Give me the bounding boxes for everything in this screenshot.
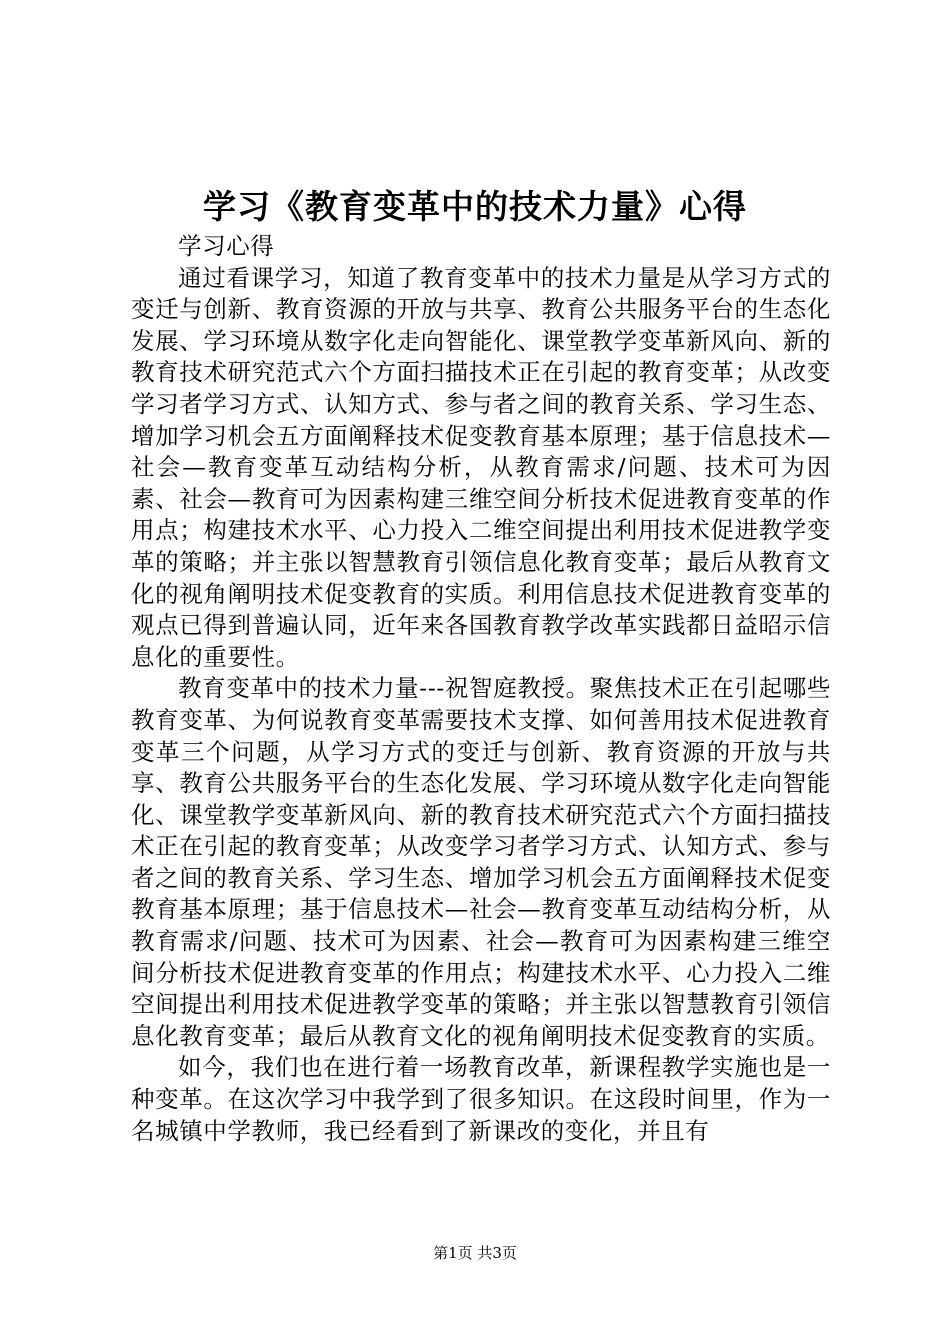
page-footer: 第1页 共3页	[433, 1244, 517, 1262]
subtitle: 学习心得	[178, 232, 275, 260]
document-title: 学习《教育变革中的技术力量》心得	[203, 187, 747, 226]
paragraph-1: 通过看课学习，知道了教育变革中的技术力量是从学习方式的变迁与创新、教育资源的开放与共享、教育公共服务平台的生态化发展、学习环境从数字化走向智能化、课堂教学变革新风向、新的教育技术研究范式六个方面扫描技术正在引起的教育变革；从改变学习者学习方式、认知方式、参与者之间的教育关系、学习生态、增加学习机会五方面阐释技术促变教育基本原理；基于信息技术—社会—教育变革互动结构分析，从教育需求/问题、技术可为因素、社会—教育可为因素构建三维空间分析技术促进教育变革的作用点；构建技术水平、心力投入二维空间提出利用技术促进教学变革的策略；并主张以智慧教育引领信息化教育变革；最后从教育文化的视角阐明技术促变教育的实质。利用信息技术促进教育变革的观点已得到普遍认同，近年来各国教育教学改革实践都日益昭示信息化的重要性。	[131, 263, 831, 671]
paragraph-3: 如今，我们也在进行着一场教育改革，新课程教学实施也是一种变革。在这次学习中我学到了很多知识。在这段时间里，作为一名城镇中学教师，我已经看到了新课改的变化，并且有	[131, 1053, 831, 1145]
paragraph-2: 教育变革中的技术力量---祝智庭教授。聚焦技术正在引起哪些教育变革、为何说教育变革需要技术支撑、如何善用技术促进教育变革三个问题，从学习方式的变迁与创新、教育资源的开放与共享、教育公共服务平台的生态化发展、学习环境从数字化走向智能化、课堂教学变革新风向、新的教育技术研究范式六个方面扫描技术正在引起的教育变革；从改变学习者学习方式、认知方式、参与者之间的教育关系、学习生态、增加学习机会五方面阐释技术促变教育基本原理；基于信息技术—社会—教育变革互动结构分析，从教育需求/问题、技术可为因素、社会—教育可为因素构建三维空间分析技术促进教育变革的作用点；构建技术水平、心力投入二维空间提出利用技术促进教学变革的策略；并主张以智慧教育引领信息化教育变革；最后从教育文化的视角阐明技术促变教育的实质。	[131, 674, 831, 1050]
document-body	[131, 231, 831, 1147]
